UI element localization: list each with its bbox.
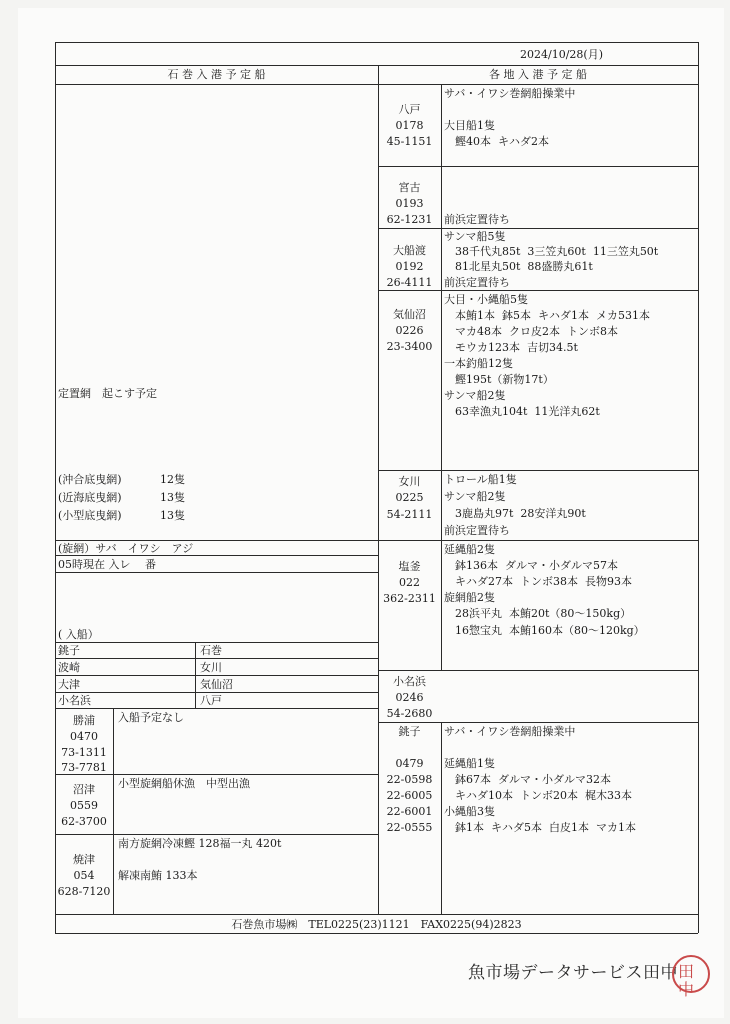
port-name: 勝浦 <box>73 714 95 727</box>
port-code: 054 <box>73 869 95 882</box>
port-line: 大目船1隻 <box>444 119 495 132</box>
port-tel: 22-6001 <box>386 805 433 818</box>
port-line: 81北星丸50t 88盛勝丸61t <box>444 260 593 273</box>
port-line: マカ48本 クロ皮2本 トンボ8本 <box>444 325 618 338</box>
port-tel: 54-2111 <box>386 508 433 521</box>
nyusen-to: 気仙沼 <box>200 678 233 691</box>
port-line: 28浜平丸 本鮪20t（80～150kg） <box>444 607 632 620</box>
sokobiki-count: 12隻 <box>160 473 185 486</box>
sokobiki-count: 13隻 <box>160 491 185 504</box>
port-name: 女川 <box>398 475 421 488</box>
nyusen-title: ( 入船） <box>58 628 99 641</box>
port-name: 小名浜 <box>393 675 426 688</box>
port-line: キハダ27本 トンボ38本 長物93本 <box>444 575 632 588</box>
port-line: サンマ船2隻 <box>444 490 506 503</box>
port-tel: 26-4111 <box>386 276 433 289</box>
sokobiki-label: (小型底曳網) <box>58 509 122 522</box>
port-line: 旋網船2隻 <box>444 591 495 604</box>
port-tel: 73-1311 <box>61 746 107 759</box>
port-code: 0246 <box>395 691 424 704</box>
port-tel: 54-2680 <box>386 707 433 720</box>
port-info: 入船予定なし <box>118 711 184 724</box>
port-line: サンマ船2隻 <box>444 389 506 402</box>
port-name: 焼津 <box>73 853 95 866</box>
port-line: モウカ123本 吉切34.5t <box>444 341 578 354</box>
port-line: 前浜定置待ち <box>444 524 510 537</box>
port-tel: 45-1151 <box>386 135 433 148</box>
nyusen-to: 石巻 <box>200 644 222 657</box>
port-code: 0559 <box>70 799 98 812</box>
port-code: 022 <box>399 576 420 589</box>
port-line: 延縄船1隻 <box>444 757 495 770</box>
port-line: 16惣宝丸 本鮪160本（80～120kg） <box>444 624 645 637</box>
port-info: 南方旋網冷凍鰹 128福一丸 420t <box>118 837 282 850</box>
port-name: 沼津 <box>73 783 95 796</box>
port-name: 気仙沼 <box>393 308 426 321</box>
sokobiki-label: (沖合底曳網) <box>58 473 122 486</box>
port-tel: 628-7120 <box>57 885 111 898</box>
port-tel: 22-6005 <box>386 789 433 802</box>
sokobiki-count: 13隻 <box>160 509 185 522</box>
nyusen-to: 女川 <box>200 661 222 674</box>
port-name: 八戸 <box>398 103 421 116</box>
port-line: キハダ10本 トンボ20本 梶木33本 <box>444 789 632 802</box>
port-tel: 22-0598 <box>386 773 433 786</box>
port-line: 3鹿島丸97t 28安洋丸90t <box>444 507 586 520</box>
port-line: 一本釣船12隻 <box>444 357 513 370</box>
port-line: 前浜定置待ち <box>444 213 510 226</box>
port-code: 0225 <box>395 491 424 504</box>
right-column-header: 各 地 入 港 予 定 船 <box>489 68 587 81</box>
port-code: 0178 <box>395 119 424 132</box>
signature: 魚市場データサービス田中 <box>468 963 678 983</box>
port-code: 0192 <box>395 260 424 273</box>
port-line: 鰹195t（新物17t） <box>444 373 554 386</box>
port-line: 本鮪1本 鉢5本 キハダ1本 メカ531本 <box>444 309 650 322</box>
makiami-time: 05時現在 入レ 番 <box>58 558 156 571</box>
nyusen-from: 小名浜 <box>58 694 91 707</box>
makiami-title: (旋網）サバ イワシ アジ <box>58 542 194 555</box>
document-date: 2024/10/28(月) <box>520 48 603 61</box>
port-line: サンマ船5隻 <box>444 230 506 243</box>
port-tel: 62-3700 <box>61 815 107 828</box>
nyusen-from: 大津 <box>58 678 80 691</box>
port-line: 鉢1本 キハダ5本 白皮1本 マカ1本 <box>444 821 636 834</box>
port-tel: 62-1231 <box>386 213 433 226</box>
teichi-note: 定置網 起こす予定 <box>58 387 157 400</box>
port-line: 38千代丸85t 3三笠丸60t 11三笠丸50t <box>444 245 659 258</box>
port-line: サバ・イワシ巻網船操業中 <box>444 87 576 100</box>
port-line: トロール船1隻 <box>444 473 517 486</box>
port-line: 延縄船2隻 <box>444 543 495 556</box>
port-name: 宮古 <box>398 181 421 194</box>
port-name: 塩釜 <box>398 560 421 573</box>
document-page <box>18 8 724 1018</box>
nyusen-to: 八戸 <box>200 694 222 707</box>
port-line: 大目・小縄船5隻 <box>444 293 528 306</box>
port-line: 鰹40本 キハダ2本 <box>444 135 549 148</box>
port-name: 大船渡 <box>393 244 426 257</box>
port-code: 0479 <box>395 757 424 770</box>
port-tel: 362-2311 <box>383 592 436 605</box>
nyusen-from: 波崎 <box>58 661 80 674</box>
stamp-text: 田中 <box>678 962 695 999</box>
port-code: 0193 <box>395 197 424 210</box>
port-line: 鉢67本 ダルマ・小ダルマ32本 <box>444 773 611 786</box>
port-info: 解凍南鮪 133本 <box>118 869 198 882</box>
left-column-header: 石 巻 入 港 予 定 船 <box>167 68 266 81</box>
nyusen-from: 銚子 <box>58 644 80 657</box>
port-name: 銚子 <box>398 725 421 738</box>
port-code: 0470 <box>70 730 98 743</box>
sokobiki-label: (近海底曳網) <box>58 491 122 504</box>
port-info: 小型旋網船休漁 中型出漁 <box>118 777 250 790</box>
port-tel: 23-3400 <box>386 340 433 353</box>
port-tel: 73-7781 <box>61 761 107 774</box>
port-line: サバ・イワシ巻網船操業中 <box>444 725 576 738</box>
port-tel: 22-0555 <box>386 821 433 834</box>
port-line: 鉢136本 ダルマ・小ダルマ57本 <box>444 559 618 572</box>
port-code: 0226 <box>395 324 424 337</box>
footer-contact: 石巻魚市場㈱ TEL0225(23)1121 FAX0225(94)2823 <box>231 918 522 931</box>
port-line: 前浜定置待ち <box>444 276 510 289</box>
hanko-stamp <box>672 955 710 999</box>
port-line: 63幸漁丸104t 11光洋丸62t <box>444 405 600 418</box>
port-line: 小縄船3隻 <box>444 805 495 818</box>
